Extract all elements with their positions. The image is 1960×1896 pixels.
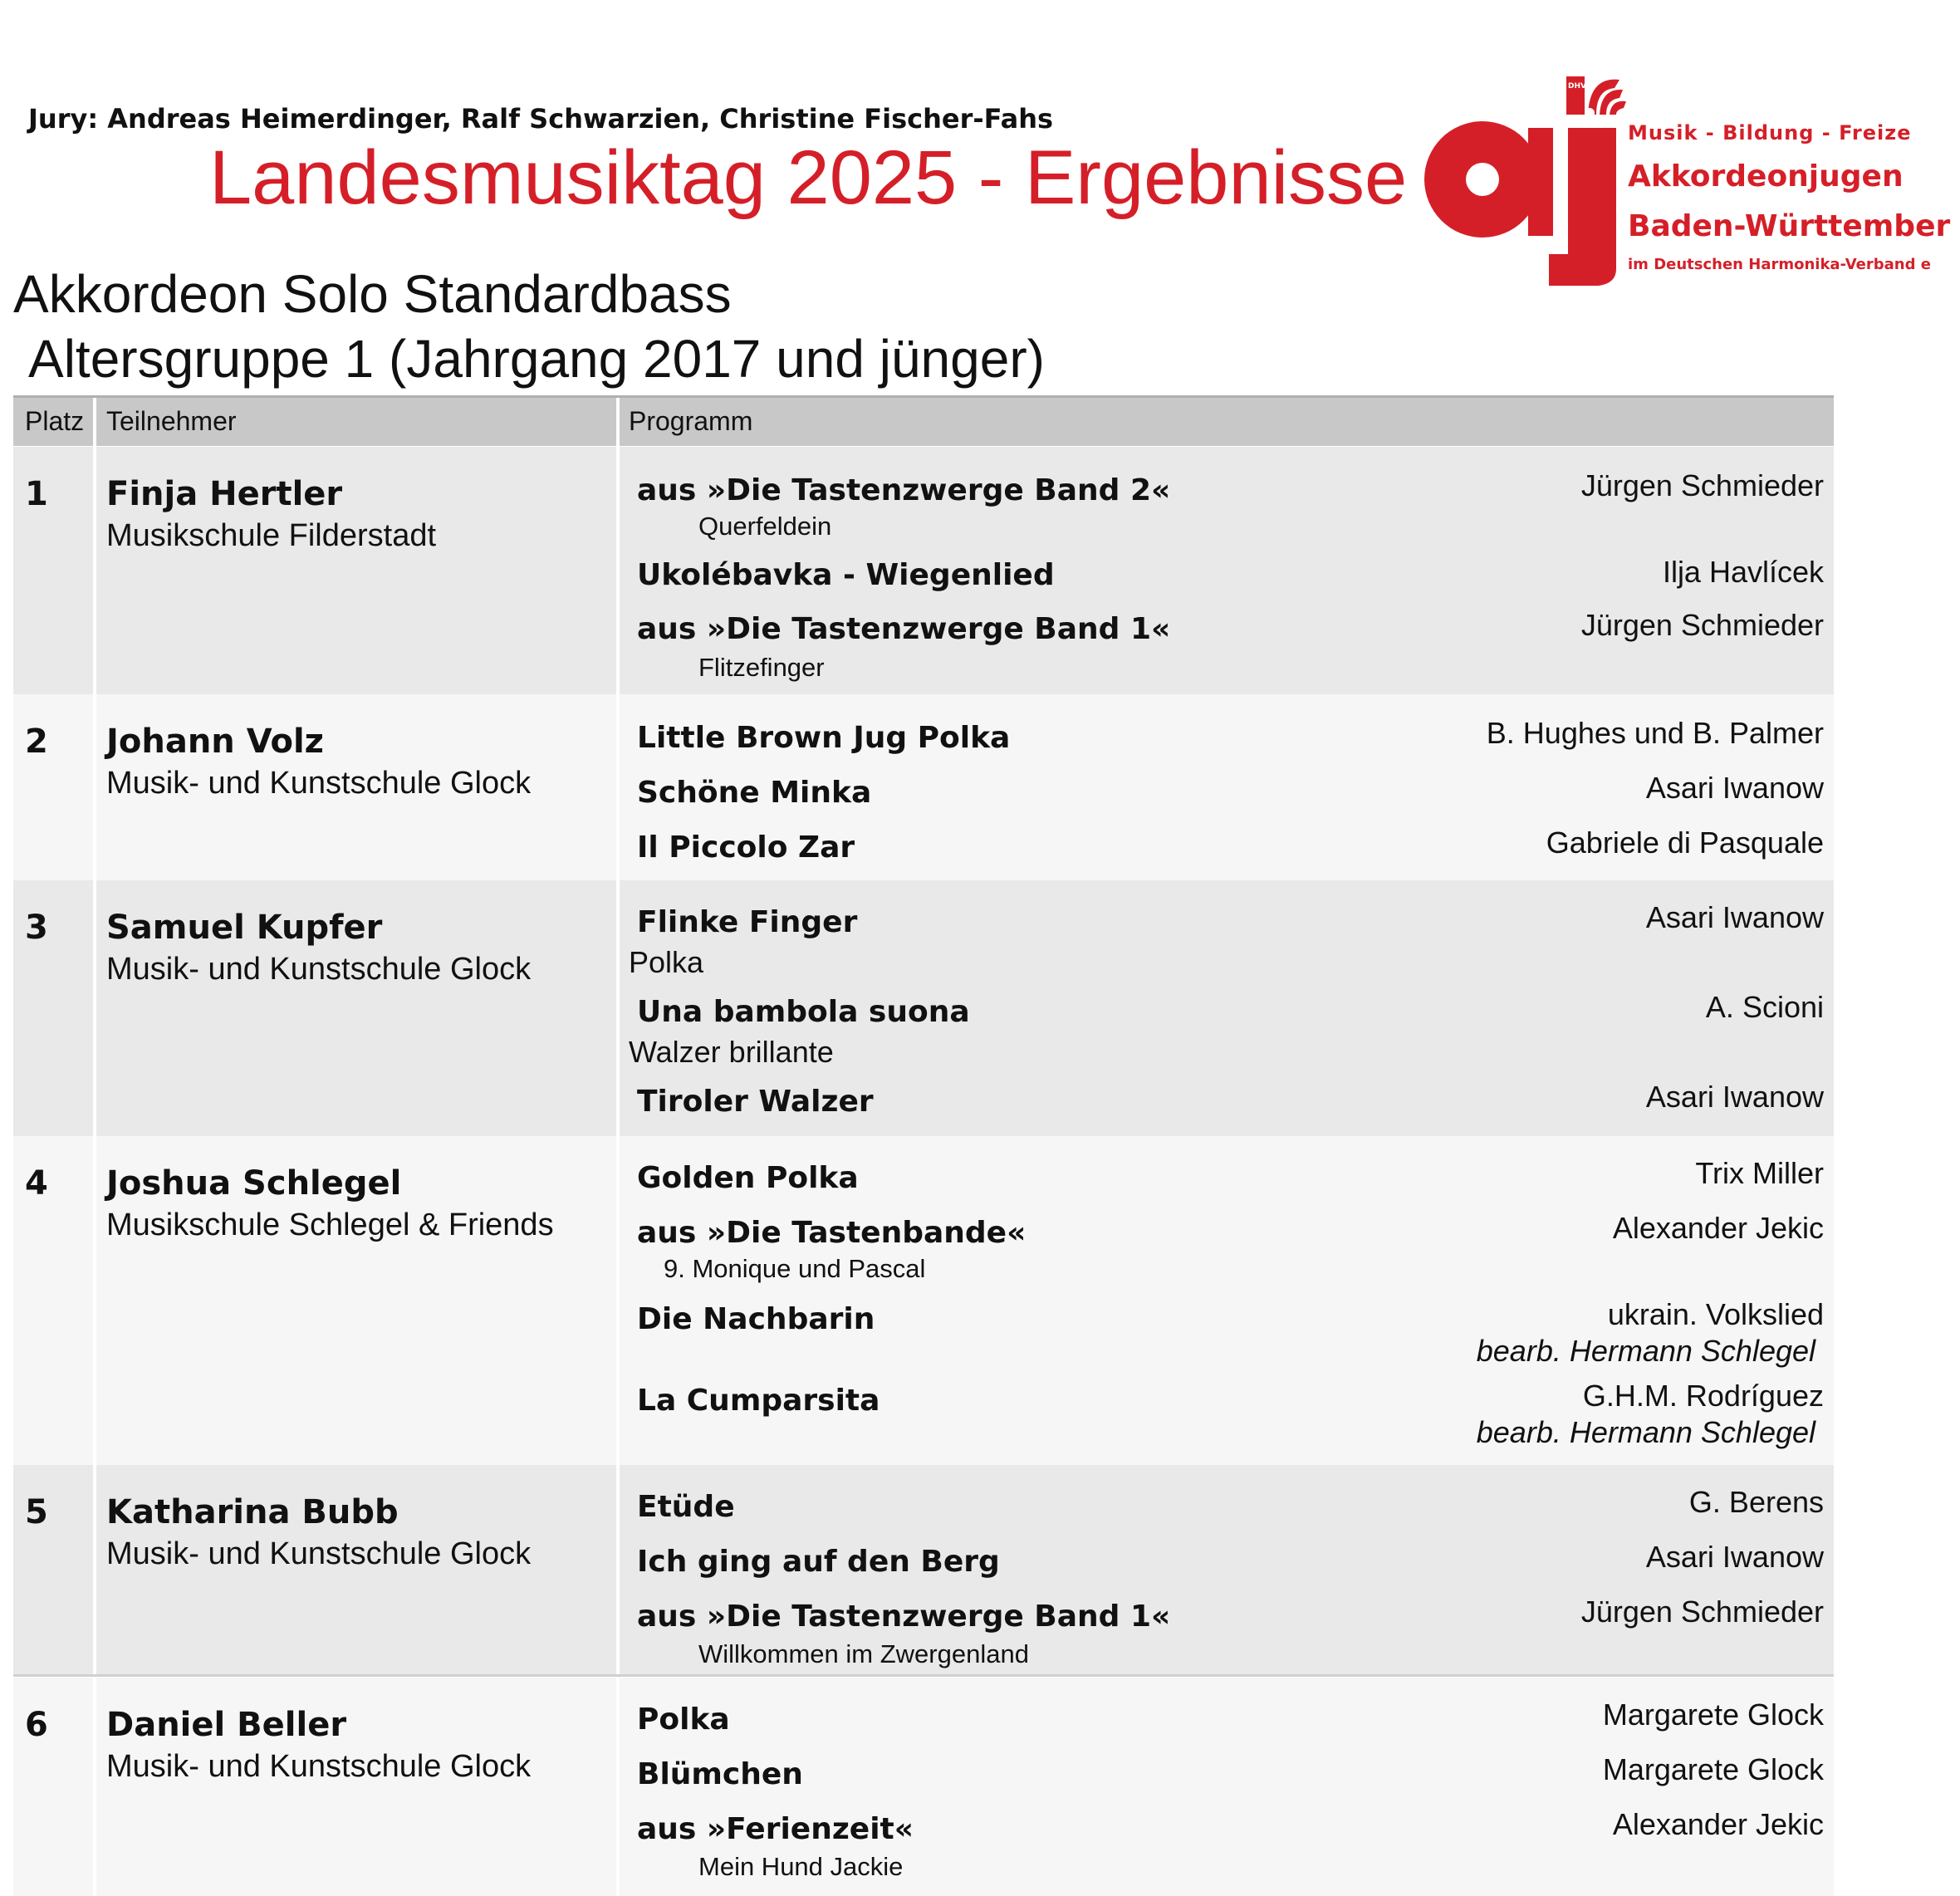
piece-composer: Alexander Jekic [1612,1211,1824,1245]
piece-subtitle: Flitzefinger [698,653,825,682]
piece-arranger: bearb. Hermann Schlegel [1476,1334,1815,1368]
piece-title: Polka [637,1702,730,1737]
place-number: 1 [25,475,48,513]
piece-composer: B. Hughes und B. Palmer [1486,716,1824,750]
piece-title: aus »Die Tastenzwerge Band 1« [637,1600,1171,1634]
place-number: 6 [25,1706,48,1744]
participant-school: Musikschule Schlegel & Friends [106,1208,554,1242]
piece-title: Golden Polka [637,1161,859,1195]
header-participant: Teilnehmer [106,406,237,436]
piece-title: Una bambola suona [637,995,970,1029]
participant-school: Musik- und Kunstschule Glock [106,1749,532,1784]
participant-name: Joshua Schlegel [106,1164,402,1203]
table-row [13,447,1834,694]
participant-school: Musikschule Filderstadt [106,518,437,553]
participant-name: Finja Hertler [106,475,343,513]
piece-title: La Cumparsita [637,1384,880,1418]
table-row [13,1465,1834,1677]
participant-name: Katharina Bubb [106,1493,399,1531]
piece-composer: Asari Iwanow [1645,1080,1824,1114]
place-number: 4 [25,1164,48,1203]
piece-composer: Asari Iwanow [1645,771,1824,805]
piece-title: aus »Die Tastenbande« [637,1216,1027,1250]
table-header [13,395,1834,446]
place-number: 5 [25,1493,48,1531]
piece-title: Tiroler Walzer [637,1085,874,1119]
piece-composer: ukrain. Volkslied [1607,1297,1824,1331]
jury-line: Jury: Andreas Heimerdinger, Ralf Schwarzien, Christine Fischer-Fahs [28,103,1054,135]
piece-title: Die Nachbarin [637,1302,875,1336]
piece-title: Flinke Finger [637,905,858,939]
piece-title: aus »Die Tastenzwerge Band 1« [637,612,1171,646]
piece-composer: G. Berens [1688,1485,1824,1519]
table-row [13,880,1834,1136]
header-program: Programm [629,406,753,436]
header-place: Platz [25,406,85,436]
participant-school: Musik- und Kunstschule Glock [106,952,532,987]
piece-subtitle: Mein Hund Jackie [698,1852,904,1881]
category-title: Akkordeon Solo Standardbass [13,264,732,324]
piece-title: Little Brown Jug Polka [637,721,1011,755]
piece-title: Il Piccolo Zar [637,830,855,865]
participant-name: Daniel Beller [106,1706,347,1744]
piece-composer: Margarete Glock [1602,1752,1824,1786]
piece-composer: Jürgen Schmieder [1580,608,1824,642]
piece-composer: Trix Miller [1695,1156,1824,1190]
piece-title: Blümchen [637,1757,803,1791]
piece-title: Ukolébavka - Wiegenlied [637,558,1055,592]
piece-title: aus »Ferienzeit« [637,1812,914,1846]
table-row [13,1136,1834,1465]
logo-subline: im Deutschen Harmonika-Verband e [1628,256,1931,273]
piece-subtitle: Willkommen im Zwergenland [698,1639,1029,1668]
piece-subtitle: 9. Monique und Pascal [664,1254,926,1283]
piece-title: Schöne Minka [637,776,872,810]
participant-school: Musik- und Kunstschule Glock [106,1536,532,1571]
piece-composer: Ilja Havlícek [1662,555,1824,589]
badge-text: DHV [1568,82,1586,91]
table-row [13,694,1834,880]
participant-school: Musik- und Kunstschule Glock [106,766,532,801]
piece-subtitle: Querfeldein [698,512,832,541]
participant-name: Samuel Kupfer [106,909,383,947]
piece-composer: Jürgen Schmieder [1580,468,1824,502]
age-group-title: Altersgruppe 1 (Jahrgang 2017 und jünger) [28,329,1045,389]
piece-composer: A. Scioni [1705,990,1824,1024]
piece-composer: G.H.M. Rodríguez [1582,1379,1824,1413]
table-row [13,1678,1834,1896]
logo-org-line2: Baden-Württember [1628,209,1951,243]
piece-title: aus »Die Tastenzwerge Band 2« [637,473,1171,507]
logo-org-line1: Akkordeonjugen [1628,159,1904,194]
piece-composer: Jürgen Schmieder [1580,1595,1824,1629]
logo-tagline: Musik - Bildung - Freize [1628,121,1912,145]
piece-subtitle: Walzer brillante [629,1035,834,1069]
piece-composer: Asari Iwanow [1645,900,1824,934]
piece-arranger: bearb. Hermann Schlegel [1476,1415,1815,1449]
logo [1412,71,1951,296]
place-number: 3 [25,909,48,947]
piece-subtitle: Polka [629,945,704,979]
piece-title: Ich ging auf den Berg [637,1545,1000,1579]
piece-composer: Margarete Glock [1602,1698,1824,1732]
piece-composer: Asari Iwanow [1645,1540,1824,1574]
piece-composer: Gabriele di Pasquale [1546,826,1824,860]
place-number: 2 [25,723,48,761]
participant-name: Johann Volz [106,723,324,761]
piece-composer: Alexander Jekic [1612,1807,1824,1841]
page-title: Landesmusiktag 2025 - Ergebnisse [209,135,1408,220]
piece-title: Etüde [637,1490,735,1524]
